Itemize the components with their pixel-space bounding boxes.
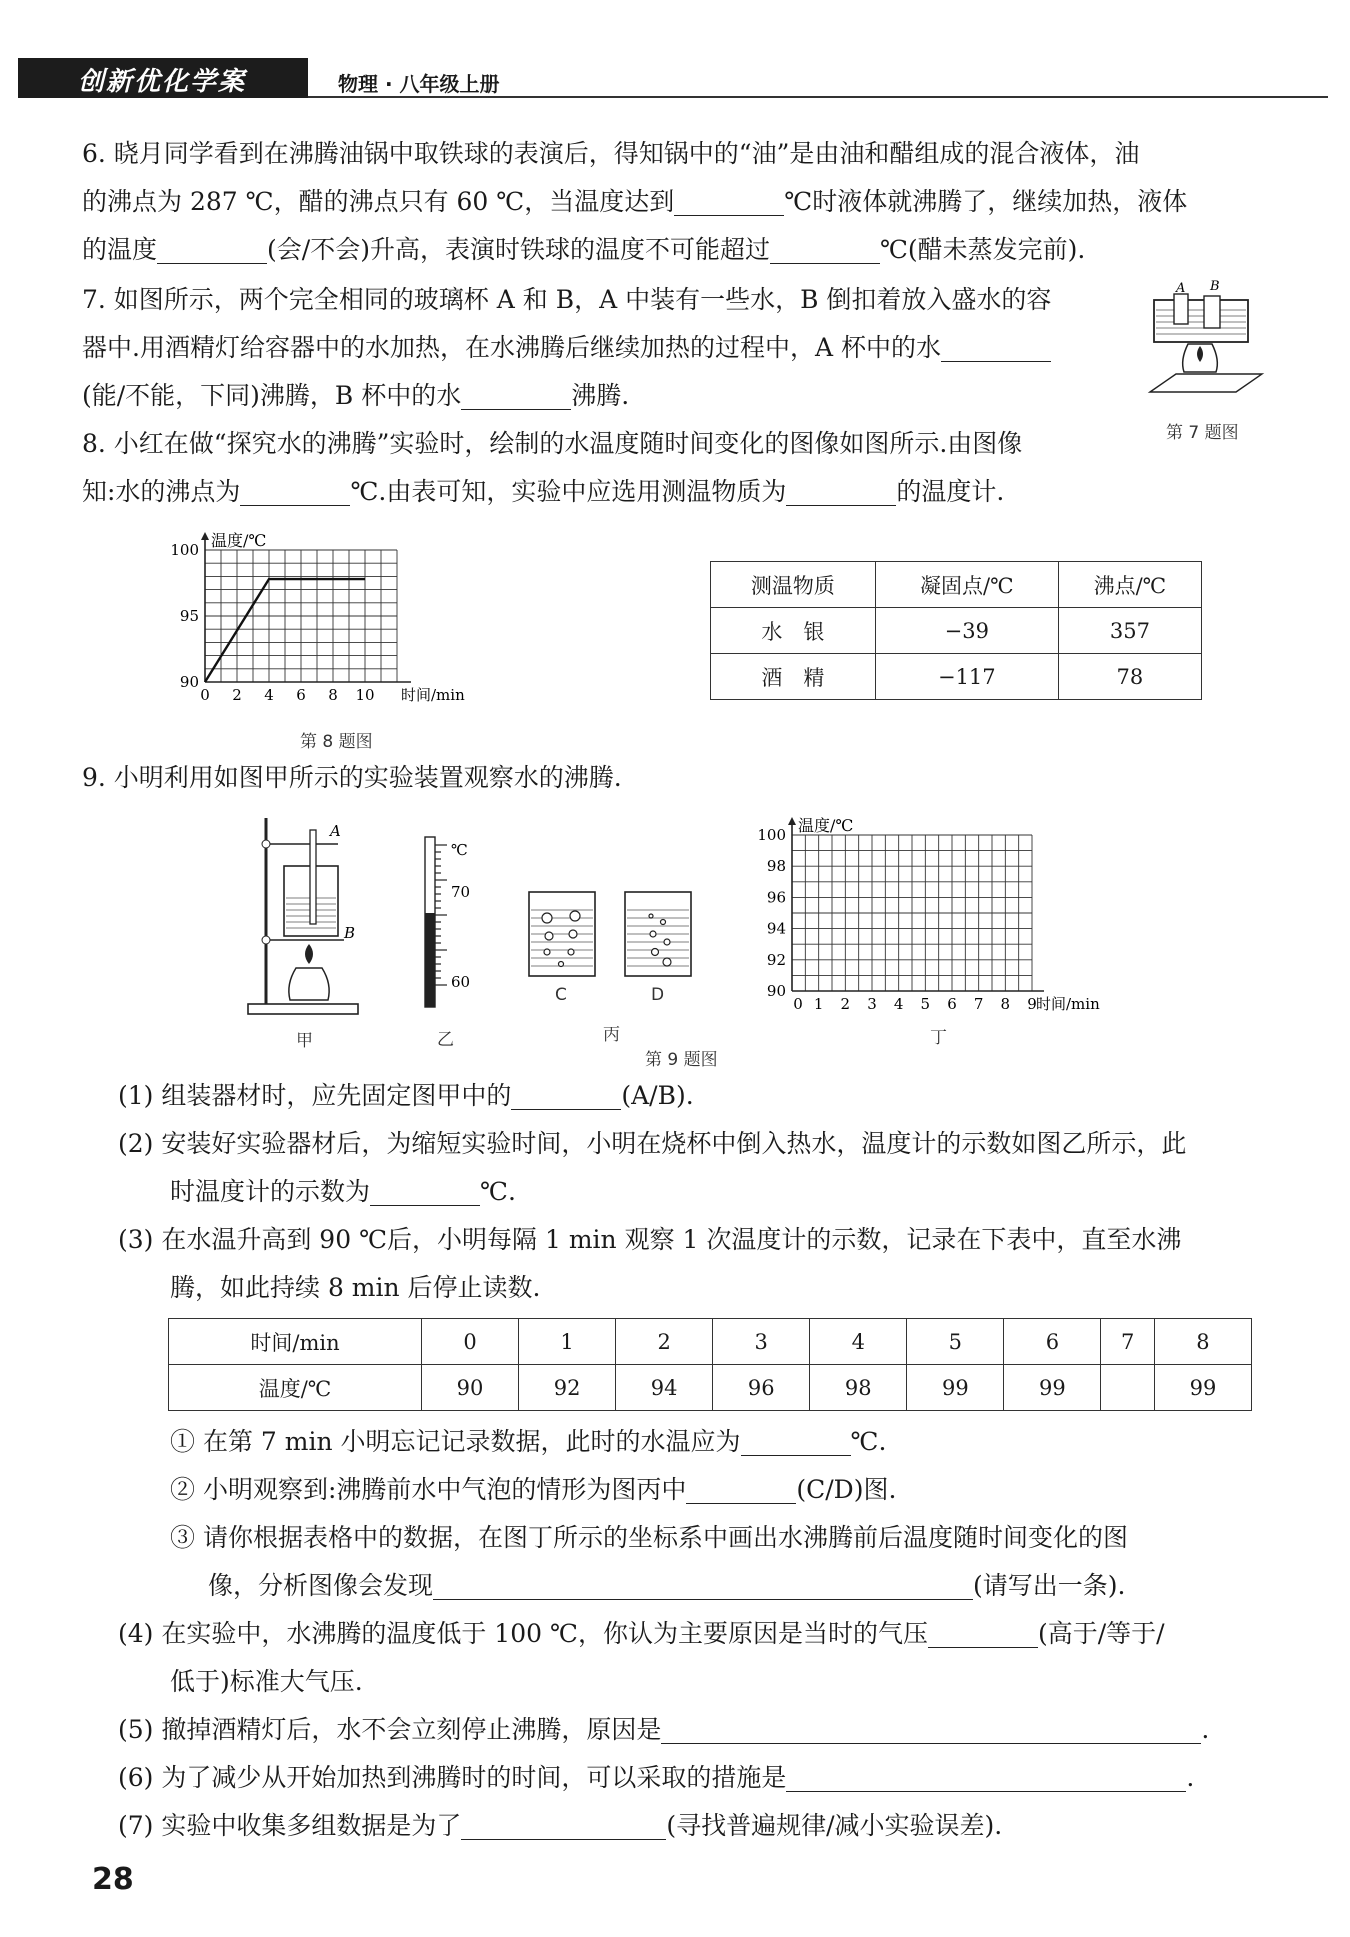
x-tick-label: 8 xyxy=(1000,995,1011,1013)
tick-70: 70 xyxy=(451,883,471,901)
y-axis-label: 温度/℃ xyxy=(211,531,267,550)
q6-text: ℃(醋未蒸发完前). xyxy=(879,235,1086,264)
figure-yi xyxy=(415,835,505,1050)
answer-blank[interactable] xyxy=(157,233,267,264)
answer-blank[interactable] xyxy=(461,379,571,410)
q9-s5 xyxy=(118,1706,1209,1754)
q9-s2-line1: (2) 安装好实验器材后，为缩短实验时间，小明在烧杯中倒入热水，温度计的示数如图乙所示，此 xyxy=(118,1129,1187,1158)
q9-s2-line2 xyxy=(170,1168,516,1216)
q6-text: 的温度 xyxy=(82,235,158,264)
table-cell: 99 xyxy=(1154,1365,1251,1411)
q9-text: 时温度计的示数为 xyxy=(170,1177,371,1206)
figure-ding xyxy=(750,805,1120,1050)
q9-text: (C/D)图. xyxy=(796,1475,897,1504)
table-cell: 1 xyxy=(519,1319,616,1365)
table-cell: 4 xyxy=(810,1319,907,1365)
q9-s4-line1 xyxy=(118,1610,1165,1658)
answer-blank[interactable] xyxy=(941,331,1051,362)
answer-blank[interactable] xyxy=(786,475,896,506)
q7-line1: 7. 如图所示，两个完全相同的玻璃杯 A 和 B，A 中装有一些水，B 倒扣着放入盛水的容 xyxy=(82,285,1052,314)
q9-text: ℃. xyxy=(480,1177,516,1206)
label-b: B xyxy=(344,924,356,942)
x-tick-label: 0 xyxy=(793,995,803,1013)
y-tick-label: 94 xyxy=(766,919,786,938)
answer-blank[interactable] xyxy=(674,185,784,216)
q9-text: . xyxy=(1201,1715,1210,1744)
q7-line3 xyxy=(82,372,629,420)
q9-c2 xyxy=(170,1466,896,1514)
subject-title: 物理 · 八年级上册 xyxy=(338,72,500,96)
q9-text: (请写出一条). xyxy=(973,1571,1126,1600)
label-a: A xyxy=(330,822,341,840)
table-cell: 8 xyxy=(1154,1319,1251,1365)
q7-figure xyxy=(1140,280,1280,443)
answer-blank[interactable] xyxy=(461,1809,666,1840)
q9-s1 xyxy=(118,1072,694,1120)
q9-text: ① 在第 7 min 小明忘记记录数据，此时的水温应为 xyxy=(170,1427,741,1456)
y-tick-label: 98 xyxy=(766,857,786,876)
header-rule xyxy=(308,96,1328,98)
q9-text: (6) 为了减少从开始加热到沸腾时的时间，可以采取的措施是 xyxy=(118,1763,787,1792)
table-cell: −117 xyxy=(875,654,1058,700)
y-tick-label: 90 xyxy=(179,673,199,691)
x-tick-label: 8 xyxy=(328,686,338,704)
q9-continued xyxy=(118,1418,1298,1858)
q9-text: ℃. xyxy=(850,1427,887,1456)
x-tick-label: 0 xyxy=(200,686,210,704)
q9-text: 像，分析图像会发现 xyxy=(208,1571,434,1600)
q9-line1: 9. 小明利用如图甲所示的实验装置观察水的沸腾. xyxy=(82,763,622,792)
x-tick-label: 5 xyxy=(920,995,931,1013)
q7-line2 xyxy=(82,324,1051,372)
q7-text: 器中.用酒精灯给容器中的水加热，在水沸腾后继续加热的过程中，A 杯中的水 xyxy=(82,333,941,362)
tick-60: 60 xyxy=(451,973,471,991)
substance-table xyxy=(710,561,1202,700)
x-tick-label: 3 xyxy=(867,995,877,1013)
table-cell: 99 xyxy=(907,1365,1004,1411)
bubble-beakers xyxy=(525,890,715,980)
table-cell: 92 xyxy=(519,1365,616,1411)
answer-blank[interactable] xyxy=(686,1473,796,1504)
figure-caption: 第 7 题图 xyxy=(1166,423,1239,443)
table-header: 沸点/℃ xyxy=(1058,562,1201,608)
q9-text: (4) 在实验中，水沸腾的温度低于 100 ℃，你认为主要原因是当时的气压 xyxy=(118,1619,928,1648)
q7-text: 沸腾. xyxy=(571,381,630,410)
q8-chart xyxy=(150,520,530,760)
q7-text: (能/不能，下同)沸腾，B 杯中的水 xyxy=(82,381,462,410)
q9-text: (寻找普遍规律/减小实验误差). xyxy=(666,1811,1003,1840)
y-axis-label: 温度/℃ xyxy=(798,816,854,835)
page-number: 28 xyxy=(92,1862,134,1897)
x-tick-label: 4 xyxy=(264,686,274,704)
figure-jia xyxy=(240,808,380,1051)
table-cell: 3 xyxy=(713,1319,810,1365)
table-cell: 90 xyxy=(422,1365,519,1411)
y-axis-arrow xyxy=(201,532,209,540)
question-6 xyxy=(82,130,1282,280)
answer-blank[interactable] xyxy=(240,475,350,506)
q8-line2 xyxy=(82,468,1004,516)
apparatus-diagram xyxy=(240,808,380,1028)
q8-text: ℃.由表可知，实验中应选用测温物质为 xyxy=(350,477,787,506)
y-tick-label: 90 xyxy=(766,982,786,1000)
answer-blank[interactable] xyxy=(786,1761,1186,1792)
answer-blank[interactable] xyxy=(770,233,880,264)
table-cell: 78 xyxy=(1058,654,1201,700)
y-tick-label: 100 xyxy=(170,541,199,559)
q9-c3-line1: ③ 请你根据表格中的数据，在图丁所示的坐标系中画出水沸腾前后温度随时间变化的图 xyxy=(170,1523,1128,1552)
table-header: 温度/℃ xyxy=(169,1365,422,1411)
q6-text: ℃时液体就沸腾了，继续加热，液体 xyxy=(784,187,1188,216)
table-cell: 水 银 xyxy=(711,608,876,654)
x-tick-label: 4 xyxy=(893,995,904,1013)
table-cell: 96 xyxy=(713,1365,810,1411)
fig-label-bing: 丙 xyxy=(603,1025,620,1045)
answer-blank[interactable] xyxy=(741,1425,851,1456)
fig-label-c: C xyxy=(555,985,567,1005)
table-cell: 6 xyxy=(1004,1319,1101,1365)
fig-label-jia: 甲 xyxy=(296,1031,313,1051)
table-cell: 2 xyxy=(616,1319,713,1365)
table-cell: 7 xyxy=(1101,1319,1154,1365)
q6-text: (会/不会)升高，表演时铁球的温度不可能超过 xyxy=(267,235,770,264)
q6-text: 的沸点为 287 ℃，醋的沸点只有 60 ℃，当温度达到 xyxy=(82,187,675,216)
y-tick-label: 95 xyxy=(179,607,199,625)
figure-bing xyxy=(525,890,715,1050)
y-tick-label: 100 xyxy=(757,826,786,844)
q8-text: 的温度计. xyxy=(896,477,1005,506)
table-cell: −39 xyxy=(875,608,1058,654)
q9-text: (高于/等于/ xyxy=(1037,1619,1165,1648)
q6-line1: 6. 晓月同学看到在沸腾油锅中取铁球的表演后，得知锅中的“油”是由油和醋组成的混合液体，油 xyxy=(82,139,1140,168)
beaker-diagram xyxy=(1140,280,1280,410)
q9-s7 xyxy=(118,1802,1002,1850)
answer-blank[interactable] xyxy=(433,1569,973,1600)
q9-text: ② 小明观察到:沸腾前水中气泡的情形为图丙中 xyxy=(170,1475,687,1504)
table-cell: 酒 精 xyxy=(711,654,876,700)
q9-text: (5) 撤掉酒精灯后，水不会立刻停止沸腾，原因是 xyxy=(118,1715,662,1744)
q8-text: 知:水的沸点为 xyxy=(82,477,241,506)
label-b: B xyxy=(1210,280,1220,294)
x-tick-label: 6 xyxy=(947,995,957,1013)
table-cell-empty[interactable] xyxy=(1101,1365,1154,1411)
q9-c1 xyxy=(170,1418,886,1466)
table-cell: 0 xyxy=(422,1319,519,1365)
q9-s4-line2: 低于)标准大气压. xyxy=(170,1667,363,1696)
x-tick-label: 2 xyxy=(840,995,851,1013)
x-tick-label: 7 xyxy=(973,995,984,1013)
q9-s6 xyxy=(118,1754,1194,1802)
table-header: 时间/min xyxy=(169,1319,422,1365)
y-tick-label: 92 xyxy=(766,950,786,969)
answer-blank[interactable] xyxy=(928,1617,1038,1648)
q9-data-table xyxy=(168,1318,1252,1411)
x-tick-label: 6 xyxy=(296,686,306,704)
time-temperature-table xyxy=(168,1318,1252,1411)
q9-s3-line2: 腾，如此持续 8 min 后停止读数. xyxy=(170,1273,541,1302)
x-tick-label: 9 xyxy=(1027,995,1037,1013)
x-tick-label: 10 xyxy=(355,686,375,704)
thermometer-diagram xyxy=(415,835,505,1015)
q6-line3 xyxy=(82,226,1085,274)
fig-label-ding: 丁 xyxy=(930,1028,947,1048)
question-7 xyxy=(82,276,1182,426)
q8-table xyxy=(710,561,1202,700)
table-header: 凝固点/℃ xyxy=(875,562,1058,608)
q9-text: . xyxy=(1186,1763,1195,1792)
table-cell: 99 xyxy=(1004,1365,1101,1411)
unit-label: ℃ xyxy=(451,841,468,859)
q9-c3-line2 xyxy=(208,1562,1125,1610)
q9-text: (7) 实验中收集多组数据是为了 xyxy=(118,1811,462,1840)
answer-blank[interactable] xyxy=(661,1713,1201,1744)
series-title: 创新优化学案 xyxy=(78,67,247,97)
q9-text: (1) 组装器材时，应先固定图甲中的 xyxy=(118,1081,512,1110)
y-tick-label: 96 xyxy=(766,888,786,907)
table-cell: 94 xyxy=(616,1365,713,1411)
table-cell: 357 xyxy=(1058,608,1201,654)
answer-blank[interactable] xyxy=(370,1175,480,1206)
label-a: A xyxy=(1176,281,1186,296)
q6-line2 xyxy=(82,178,1187,226)
temperature-time-chart xyxy=(150,520,530,730)
x-axis-label: 时间/min xyxy=(401,686,465,704)
table-cell: 5 xyxy=(907,1319,1004,1365)
table-cell: 98 xyxy=(810,1365,907,1411)
page-header xyxy=(18,56,1330,100)
table-header: 测温物质 xyxy=(711,562,876,608)
question-8 xyxy=(82,420,1282,520)
empty-coordinate-grid xyxy=(750,805,1120,1020)
q9-text: (A/B). xyxy=(621,1081,694,1110)
x-tick-label: 1 xyxy=(813,995,824,1013)
y-axis-arrow xyxy=(788,817,796,825)
fig-label-yi: 乙 xyxy=(437,1030,454,1050)
answer-blank[interactable] xyxy=(511,1079,621,1110)
fig-label-d: D xyxy=(651,985,665,1005)
question-9 xyxy=(82,754,1282,804)
series-banner xyxy=(18,58,308,98)
figure-caption: 第 8 题图 xyxy=(300,732,373,752)
q8-line1: 8. 小红在做“探究水的沸腾”实验时，绘制的水温度随时间变化的图像如图所示.由图像 xyxy=(82,429,1023,458)
x-tick-label: 2 xyxy=(232,686,242,704)
x-axis-label: 时间/min xyxy=(1036,995,1100,1013)
q9-s3-line1: (3) 在水温升高到 90 ℃后，小明每隔 1 min 观察 1 次温度计的示数，记录在下表中，直至水沸 xyxy=(118,1225,1182,1254)
figure-caption: 第 9 题图 xyxy=(645,1050,718,1070)
